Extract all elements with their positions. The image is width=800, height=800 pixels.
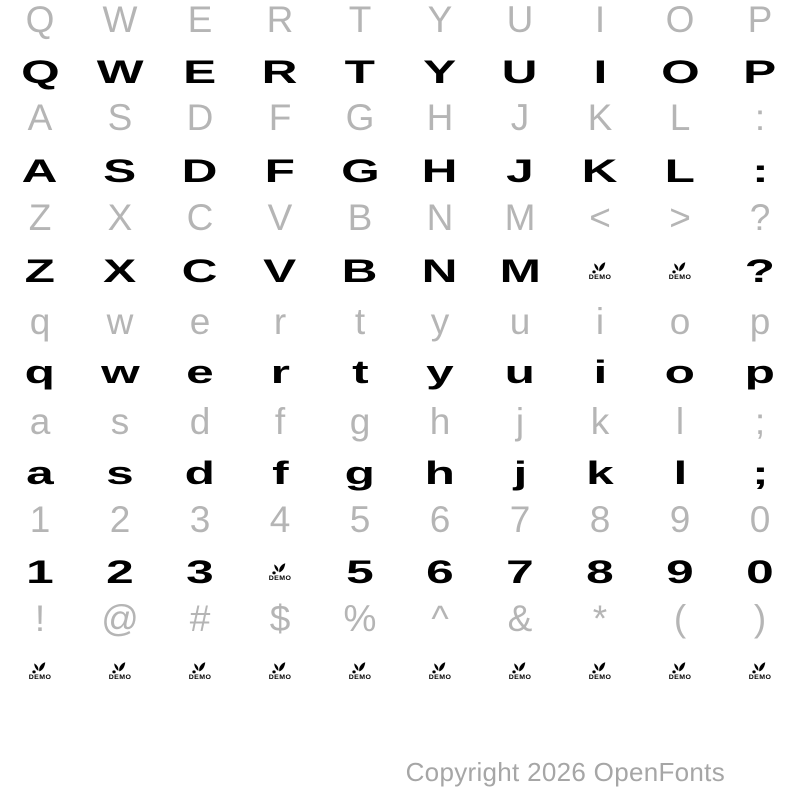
- glyph-cell: [560, 244, 640, 298]
- reference-font-glyph: p: [749, 300, 771, 342]
- glyph-cell: [400, 492, 480, 546]
- reference-font-glyph: :: [754, 96, 766, 138]
- glyph-cell: [320, 294, 400, 348]
- glyph-cell: [480, 644, 560, 698]
- reference-font-glyph: A: [27, 96, 53, 138]
- demo-font-glyph: S: [103, 153, 137, 189]
- reference-font-glyph: &: [507, 597, 533, 639]
- demo-placeholder-glyph: [589, 261, 612, 281]
- fleuron-icon: [190, 661, 209, 674]
- fleuron-icon: [30, 661, 49, 674]
- fleuron-icon: [270, 661, 289, 674]
- glyph-cell: [0, 644, 80, 698]
- glyph-cell: [640, 294, 720, 348]
- glyph-cell: [560, 345, 640, 399]
- glyph-cell: [240, 345, 320, 399]
- glyph-cell: [720, 294, 800, 348]
- demo-font-glyph: 3: [186, 554, 214, 590]
- demo-font-glyph: P: [743, 54, 777, 90]
- demo-placeholder-label: DEMO: [508, 674, 532, 681]
- glyph-cell: [560, 492, 640, 546]
- fleuron-icon: [510, 661, 529, 674]
- reference-font-glyph: s: [110, 400, 130, 442]
- reference-font-glyph: 6: [429, 498, 451, 540]
- glyph-cell: [240, 90, 320, 144]
- demo-font-glyph: 9: [666, 554, 694, 590]
- reference-font-glyph: X: [107, 196, 133, 238]
- demo-font-glyph: G: [340, 153, 380, 189]
- demo-font-glyph: o: [664, 354, 696, 390]
- glyph-cell: [720, 644, 800, 698]
- demo-font-glyph: Y: [423, 54, 457, 90]
- glyph-cell: [560, 90, 640, 144]
- reference-font-glyph: h: [429, 400, 451, 442]
- glyph-cell: [320, 90, 400, 144]
- reference-font-glyph: w: [106, 300, 134, 342]
- reference-font-glyph: !: [34, 597, 46, 639]
- glyph-cell: [560, 190, 640, 244]
- specimen-row-ref-digits: [0, 492, 800, 546]
- demo-font-glyph: 2: [106, 554, 134, 590]
- specimen-row-demo-caps-zxcv: [0, 244, 800, 298]
- reference-font-glyph: l: [675, 400, 685, 442]
- demo-placeholder-glyph: [669, 661, 692, 681]
- glyph-cell: [480, 244, 560, 298]
- demo-font-glyph: w: [100, 354, 140, 390]
- glyph-cell: [720, 394, 800, 448]
- demo-font-glyph: k: [586, 455, 614, 491]
- reference-font-glyph: ;: [754, 400, 766, 442]
- reference-font-glyph: >: [669, 196, 691, 238]
- demo-font-glyph: 5: [346, 554, 374, 590]
- fleuron-icon: [350, 661, 369, 674]
- demo-placeholder-glyph: [509, 661, 532, 681]
- glyph-cell: [80, 190, 160, 244]
- reference-font-glyph: %: [343, 597, 377, 639]
- reference-font-glyph: U: [506, 0, 534, 40]
- demo-font-glyph: U: [502, 54, 538, 90]
- reference-font-glyph: ): [753, 597, 767, 639]
- demo-font-glyph: ;: [751, 455, 769, 491]
- glyph-cell: [400, 591, 480, 645]
- reference-font-glyph: L: [669, 96, 691, 138]
- glyph-cell: [80, 294, 160, 348]
- fleuron-icon: [590, 261, 609, 274]
- fleuron-icon: [590, 661, 609, 674]
- reference-font-glyph: Q: [25, 0, 55, 40]
- glyph-cell: [160, 591, 240, 645]
- demo-font-glyph: L: [664, 153, 696, 189]
- demo-font-glyph: C: [182, 253, 218, 289]
- demo-placeholder-label: DEMO: [28, 674, 52, 681]
- demo-font-glyph: H: [422, 153, 458, 189]
- reference-font-glyph: J: [510, 96, 530, 138]
- glyph-cell: [720, 244, 800, 298]
- reference-font-glyph: j: [515, 400, 525, 442]
- reference-font-glyph: Z: [28, 196, 52, 238]
- demo-placeholder-label: DEMO: [348, 674, 372, 681]
- glyph-cell: [240, 394, 320, 448]
- reference-font-glyph: H: [426, 96, 454, 138]
- glyph-cell: [320, 644, 400, 698]
- reference-font-glyph: 8: [589, 498, 611, 540]
- reference-font-glyph: <: [589, 196, 611, 238]
- demo-placeholder-label: DEMO: [188, 674, 212, 681]
- reference-font-glyph: 2: [109, 498, 131, 540]
- glyph-cell: [160, 394, 240, 448]
- glyph-cell: [480, 345, 560, 399]
- demo-placeholder-glyph: [29, 661, 52, 681]
- demo-font-glyph: W: [96, 54, 144, 90]
- glyph-cell: [480, 294, 560, 348]
- reference-font-glyph: K: [587, 96, 613, 138]
- demo-font-glyph: O: [660, 54, 700, 90]
- demo-font-glyph: g: [344, 455, 376, 491]
- demo-placeholder-glyph: [749, 661, 772, 681]
- reference-font-glyph: e: [189, 300, 211, 342]
- glyph-cell: [640, 591, 720, 645]
- demo-placeholder-glyph: [269, 562, 292, 582]
- reference-font-glyph: S: [107, 96, 133, 138]
- glyph-cell: [0, 0, 80, 46]
- demo-font-glyph: :: [751, 153, 769, 189]
- reference-font-glyph: y: [430, 300, 450, 342]
- demo-font-glyph: R: [262, 54, 298, 90]
- reference-font-glyph: i: [595, 300, 605, 342]
- specimen-row-ref-lower-asdf: [0, 394, 800, 448]
- glyph-cell: [320, 394, 400, 448]
- demo-font-glyph: r: [270, 354, 290, 390]
- glyph-cell: [480, 591, 560, 645]
- glyph-cell: [400, 244, 480, 298]
- demo-font-glyph: e: [186, 354, 214, 390]
- reference-font-glyph: 7: [509, 498, 531, 540]
- glyph-cell: [720, 591, 800, 645]
- demo-font-glyph: f: [271, 455, 289, 491]
- glyph-cell: [480, 90, 560, 144]
- specimen-row-ref-lower-qwerty: [0, 294, 800, 348]
- reference-font-glyph: #: [189, 597, 211, 639]
- glyph-cell: [640, 244, 720, 298]
- demo-font-glyph: T: [344, 54, 376, 90]
- specimen-row-ref-caps-zxcv: [0, 190, 800, 244]
- glyph-cell: [0, 244, 80, 298]
- glyph-cell: [720, 190, 800, 244]
- reference-font-glyph: *: [592, 597, 608, 639]
- demo-font-glyph: K: [582, 153, 618, 189]
- reference-font-glyph: 5: [349, 498, 371, 540]
- demo-font-glyph: I: [593, 54, 607, 90]
- glyph-cell: [160, 190, 240, 244]
- reference-font-glyph: 4: [269, 498, 291, 540]
- glyph-cell: [0, 394, 80, 448]
- reference-font-glyph: q: [29, 300, 51, 342]
- reference-font-glyph: Y: [427, 0, 453, 40]
- glyph-cell: [720, 0, 800, 46]
- demo-font-glyph: 1: [26, 554, 54, 590]
- glyph-cell: [400, 644, 480, 698]
- glyph-cell: [80, 394, 160, 448]
- demo-font-glyph: Z: [24, 253, 56, 289]
- glyph-cell: [320, 591, 400, 645]
- glyph-cell: [720, 345, 800, 399]
- glyph-cell: [240, 591, 320, 645]
- demo-placeholder-glyph: [589, 661, 612, 681]
- glyph-cell: [560, 0, 640, 46]
- demo-placeholder-label: DEMO: [588, 274, 612, 281]
- reference-font-glyph: 9: [669, 498, 691, 540]
- demo-placeholder-glyph: [669, 261, 692, 281]
- specimen-row-ref-caps-qwerty: [0, 0, 800, 46]
- demo-font-glyph: Q: [20, 54, 60, 90]
- glyph-cell: [0, 492, 80, 546]
- reference-font-glyph: W: [102, 0, 138, 40]
- glyph-cell: [80, 90, 160, 144]
- glyph-cell: [0, 90, 80, 144]
- reference-font-glyph: @: [101, 597, 139, 639]
- demo-font-glyph: a: [26, 455, 54, 491]
- glyph-cell: [320, 190, 400, 244]
- specimen-row-ref-symbols: [0, 591, 800, 645]
- reference-font-glyph: d: [189, 400, 211, 442]
- demo-font-glyph: X: [103, 253, 137, 289]
- reference-font-glyph: k: [590, 400, 610, 442]
- demo-font-glyph: u: [504, 354, 536, 390]
- demo-placeholder-glyph: [109, 661, 132, 681]
- fleuron-icon: [270, 562, 289, 575]
- glyph-cell: [640, 492, 720, 546]
- glyph-cell: [560, 294, 640, 348]
- glyph-cell: [0, 345, 80, 399]
- reference-font-glyph: V: [267, 196, 293, 238]
- demo-placeholder-label: DEMO: [268, 575, 292, 582]
- demo-font-glyph: 6: [426, 554, 454, 590]
- reference-font-glyph: M: [504, 196, 536, 238]
- glyph-cell: [160, 90, 240, 144]
- glyph-cell: [480, 394, 560, 448]
- glyph-cell: [240, 190, 320, 244]
- reference-font-glyph: f: [274, 400, 286, 442]
- reference-font-glyph: o: [669, 300, 691, 342]
- glyph-cell: [0, 190, 80, 244]
- glyph-cell: [80, 591, 160, 645]
- reference-font-glyph: R: [266, 0, 294, 40]
- demo-font-glyph: ?: [744, 253, 776, 289]
- glyph-cell: [400, 394, 480, 448]
- demo-placeholder-glyph: [269, 661, 292, 681]
- glyph-cell: [560, 591, 640, 645]
- glyph-cell: [640, 345, 720, 399]
- demo-font-glyph: p: [744, 354, 776, 390]
- reference-font-glyph: D: [186, 96, 214, 138]
- demo-font-glyph: B: [342, 253, 378, 289]
- glyph-cell: [480, 190, 560, 244]
- glyph-cell: [400, 345, 480, 399]
- glyph-cell: [640, 190, 720, 244]
- reference-font-glyph: t: [354, 300, 366, 342]
- reference-font-glyph: (: [673, 597, 687, 639]
- demo-placeholder-glyph: [349, 661, 372, 681]
- fleuron-icon: [430, 661, 449, 674]
- reference-font-glyph: N: [426, 196, 454, 238]
- reference-font-glyph: u: [509, 300, 531, 342]
- demo-font-glyph: y: [426, 354, 454, 390]
- reference-font-glyph: r: [273, 300, 287, 342]
- fleuron-icon: [670, 661, 689, 674]
- demo-font-glyph: i: [593, 354, 607, 390]
- reference-font-glyph: a: [29, 400, 51, 442]
- reference-font-glyph: G: [345, 96, 375, 138]
- demo-font-glyph: V: [263, 253, 297, 289]
- demo-font-glyph: F: [264, 153, 296, 189]
- demo-font-glyph: J: [506, 153, 534, 189]
- reference-font-glyph: ?: [749, 196, 771, 238]
- glyph-cell: [0, 591, 80, 645]
- glyph-cell: [240, 244, 320, 298]
- reference-font-glyph: T: [348, 0, 372, 40]
- reference-font-glyph: I: [594, 0, 606, 40]
- reference-font-glyph: 0: [749, 498, 771, 540]
- copyright-text: Copyright 2026 OpenFonts: [405, 757, 725, 787]
- glyph-cell: [320, 492, 400, 546]
- glyph-cell: [400, 90, 480, 144]
- demo-font-glyph: 8: [586, 554, 614, 590]
- demo-font-glyph: M: [499, 253, 541, 289]
- glyph-cell: [240, 644, 320, 698]
- demo-font-glyph: A: [22, 153, 58, 189]
- glyph-cell: [560, 394, 640, 448]
- fleuron-icon: [670, 261, 689, 274]
- reference-font-glyph: 3: [189, 498, 211, 540]
- glyph-cell: [80, 345, 160, 399]
- specimen-row-ref-caps-asdf: [0, 90, 800, 144]
- glyph-cell: [640, 644, 720, 698]
- reference-font-glyph: B: [347, 196, 373, 238]
- glyph-cell: [240, 492, 320, 546]
- glyph-cell: [480, 0, 560, 46]
- demo-placeholder-label: DEMO: [668, 674, 692, 681]
- demo-placeholder-label: DEMO: [748, 674, 772, 681]
- reference-font-glyph: F: [268, 96, 292, 138]
- demo-font-glyph: q: [24, 354, 56, 390]
- demo-placeholder-label: DEMO: [588, 674, 612, 681]
- glyph-cell: [640, 394, 720, 448]
- demo-font-glyph: l: [673, 455, 687, 491]
- glyph-cell: [160, 345, 240, 399]
- glyph-cell: [480, 492, 560, 546]
- specimen-row-demo-symbols: [0, 644, 800, 698]
- reference-font-glyph: C: [186, 196, 214, 238]
- glyph-cell: [80, 492, 160, 546]
- glyph-cell: [640, 90, 720, 144]
- glyph-cell: [240, 0, 320, 46]
- glyph-cell: [320, 244, 400, 298]
- demo-font-glyph: d: [184, 455, 216, 491]
- demo-placeholder-glyph: [189, 661, 212, 681]
- demo-font-glyph: t: [351, 354, 369, 390]
- glyph-cell: [80, 0, 160, 46]
- reference-font-glyph: ^: [431, 597, 449, 639]
- fleuron-icon: [110, 661, 129, 674]
- specimen-row-demo-lower-qwerty: [0, 345, 800, 399]
- glyph-cell: [720, 90, 800, 144]
- demo-placeholder-label: DEMO: [428, 674, 452, 681]
- reference-font-glyph: E: [187, 0, 213, 40]
- glyph-cell: [240, 294, 320, 348]
- demo-font-glyph: D: [182, 153, 218, 189]
- demo-font-glyph: h: [424, 455, 456, 491]
- glyph-cell: [160, 0, 240, 46]
- glyph-cell: [160, 244, 240, 298]
- reference-font-glyph: 1: [29, 498, 51, 540]
- demo-font-glyph: j: [513, 455, 527, 491]
- reference-font-glyph: O: [665, 0, 695, 40]
- glyph-cell: [80, 644, 160, 698]
- reference-font-glyph: P: [747, 0, 773, 40]
- demo-font-glyph: N: [422, 253, 458, 289]
- demo-font-glyph: s: [106, 455, 134, 491]
- reference-font-glyph: g: [349, 400, 371, 442]
- demo-placeholder-label: DEMO: [268, 674, 292, 681]
- reference-font-glyph: $: [269, 597, 291, 639]
- demo-placeholder-label: DEMO: [668, 274, 692, 281]
- fleuron-icon: [750, 661, 769, 674]
- glyph-cell: [320, 345, 400, 399]
- glyph-cell: [720, 492, 800, 546]
- glyph-cell: [400, 190, 480, 244]
- demo-placeholder-label: DEMO: [108, 674, 132, 681]
- glyph-cell: [0, 294, 80, 348]
- demo-font-glyph: 0: [746, 554, 774, 590]
- demo-font-glyph: E: [183, 54, 217, 90]
- glyph-cell: [160, 492, 240, 546]
- glyph-cell: [320, 0, 400, 46]
- glyph-cell: [160, 644, 240, 698]
- demo-placeholder-glyph: [429, 661, 452, 681]
- glyph-cell: [400, 0, 480, 46]
- demo-font-glyph: 7: [506, 554, 534, 590]
- glyph-cell: [160, 294, 240, 348]
- glyph-cell: [640, 0, 720, 46]
- glyph-cell: [400, 294, 480, 348]
- glyph-cell: [560, 644, 640, 698]
- glyph-cell: [80, 244, 160, 298]
